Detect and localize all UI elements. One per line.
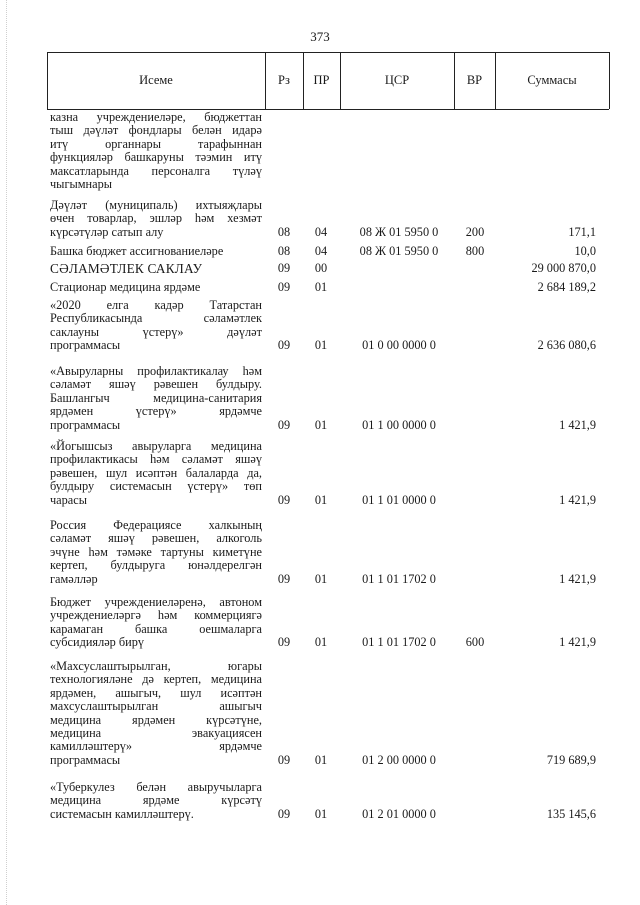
cell-csr: 01 0 00 0000 0 [362, 338, 436, 353]
cell-sum: 719 689,9 [546, 752, 596, 767]
cell-vr: 600 [465, 635, 485, 650]
cell-vr: 800 [465, 243, 485, 258]
cell-sum: 2 684 189,2 [537, 279, 596, 294]
row-name-line: «Махсуслаштырылган, югары [50, 659, 262, 673]
cell-rz: 08 [277, 243, 291, 258]
cell-sum: 171,1 [568, 224, 596, 239]
cell-csr: 01 1 00 0000 0 [362, 417, 436, 432]
row-name-line: ярдәмен үстерү» ярдәмче [50, 404, 262, 419]
row-name-line: тыш дәүләт фондлары белән идарә [50, 123, 262, 138]
row-name-line: чыгымнары [50, 177, 112, 192]
cell-rz: 09 [277, 752, 291, 767]
cell-rz: 09 [277, 806, 291, 821]
row-name-line: медицина ярдәме күрсәтү [50, 793, 262, 808]
row-name-line: булдыру системасын үстерү» төп [50, 479, 262, 494]
header-name: Исеме [139, 73, 173, 87]
cell-csr: 01 1 01 1702 0 [362, 571, 436, 586]
row-name [50, 281, 262, 294]
cell-pr: 01 [314, 806, 328, 821]
row-name-line: учреждениеләргә һәм коммерциягә [50, 608, 262, 623]
row-name [50, 781, 262, 821]
cell-pr: 01 [314, 752, 328, 767]
row-name-line: казна учреждениеләре, бюджеттан [50, 110, 262, 124]
table-row [0, 440, 640, 507]
cell-rz: 09 [277, 279, 291, 294]
cell-sum: 135 145,6 [546, 806, 596, 821]
cell-sum: 1 421,9 [559, 635, 596, 650]
header-pr: ПР [313, 73, 330, 87]
row-name [50, 596, 262, 650]
row-name [50, 245, 262, 258]
row-name-line: функцияләр башкаруны тәэмин итү [50, 150, 262, 165]
cell-pr: 04 [314, 224, 328, 239]
row-name-line: «2020 елга кадәр Татарстан [50, 298, 262, 312]
header-sum: Суммасы [527, 73, 577, 87]
page-number: 373 [310, 29, 330, 44]
cell-pr: 01 [314, 279, 328, 294]
row-name-line: кертеп, булдыруга юнәлдерелгән [50, 558, 262, 573]
row-name [50, 262, 262, 275]
table-row [0, 299, 640, 353]
row-name-line: медицина ярдәмен күрсәтүне, [50, 712, 262, 727]
cell-csr: 01 1 01 1702 0 [362, 635, 436, 650]
cell-rz: 09 [277, 492, 291, 507]
row-name-line: сәламәт яшәү рәвешен, алкоголь [50, 531, 262, 546]
cell-csr: 08 Ж 01 5950 0 [359, 224, 439, 239]
row-name [50, 660, 262, 767]
row-name [50, 199, 262, 239]
table-row [0, 111, 640, 191]
table-row [0, 519, 640, 586]
table-row [0, 245, 640, 258]
row-name-line: күрсәтүләр сатып алу [50, 224, 164, 239]
cell-vr: 200 [465, 224, 485, 239]
row-name-line: системасын камилләштерү. [50, 806, 194, 821]
header-rz: Рз [278, 73, 290, 87]
table-row [0, 281, 640, 294]
row-name-line: итү органнары тарафыннан [50, 136, 262, 151]
cell-sum: 2 636 080,6 [537, 338, 596, 353]
table-row [0, 199, 640, 239]
row-name-line: «Авыруларны профилактикалау һәм [50, 364, 262, 378]
row-name-line: «Йогышсыз авыруларга медицина [50, 439, 262, 453]
cell-pr: 01 [314, 492, 328, 507]
cell-pr: 00 [314, 260, 328, 275]
row-name-line: махсуслаштырылган ашыгыч [50, 699, 262, 714]
row-name-line: саклауны үстерү» дәүләт [50, 324, 262, 339]
cell-pr: 04 [314, 243, 328, 258]
row-name [50, 299, 262, 353]
row-name-line: профилактикасы һәм сәламәт яшәү [50, 452, 262, 467]
table-row [0, 596, 640, 650]
table-row [0, 660, 640, 767]
row-name-line: эчүне һәм тәмәке тартуны киметүне [50, 544, 262, 559]
cell-csr: 01 1 01 0000 0 [362, 492, 436, 507]
cell-sum: 29 000 870,0 [531, 260, 596, 275]
cell-sum: 10,0 [574, 243, 596, 258]
row-name-line: сәламәт яшәү рәвешен булдыру. [50, 377, 262, 392]
row-name [50, 111, 262, 191]
cell-rz: 09 [277, 635, 291, 650]
row-name-line: максатларында персоналга түләү [50, 163, 262, 178]
cell-csr: 01 2 01 0000 0 [362, 806, 436, 821]
cell-sum: 1 421,9 [559, 571, 596, 586]
row-name-line: Стационар медицина ярдәме [50, 280, 201, 294]
row-name [50, 440, 262, 507]
table-row [0, 365, 640, 432]
row-name-line: Бюджет учреждениеләренә, автоном [50, 595, 262, 609]
row-name-line: Россия Федерациясе халкының [50, 518, 262, 532]
header-csr: ЦСР [384, 73, 410, 87]
cell-rz: 09 [277, 571, 291, 586]
row-name-line: субсидияләр бирү [50, 635, 145, 650]
row-name-line: технологияләне дә кертеп, медицина [50, 672, 262, 687]
row-name-line: ярдәмен, ашыгыч, шул исәптән [50, 685, 262, 700]
row-name-line: программасы [50, 338, 121, 353]
row-name-line: медицина эвакуациясен [50, 726, 262, 741]
row-name-line: чарасы [50, 492, 87, 507]
row-name-line: Республикасында сәламәтлек [50, 311, 262, 326]
row-name-line: программасы [50, 417, 121, 432]
row-name-line: программасы [50, 752, 121, 767]
cell-csr: 01 2 00 0000 0 [362, 752, 436, 767]
row-name-line: Башка бюджет ассигнованиеләре [50, 244, 224, 258]
cell-rz: 09 [277, 260, 291, 275]
row-name-line: СӘЛАМӘТЛЕК САКЛАУ [50, 261, 203, 276]
cell-rz: 08 [277, 224, 291, 239]
cell-pr: 01 [314, 338, 328, 353]
row-name-line: «Туберкулез белән авыручыларга [50, 780, 262, 794]
row-name [50, 519, 262, 586]
row-name-line: камилләштерү» ярдәмче [50, 739, 262, 754]
row-name-line: рәвешен, шул исәптән балаларда да, [50, 465, 262, 480]
cell-sum: 1 421,9 [559, 492, 596, 507]
row-name-line: гамәлләр [50, 571, 98, 586]
cell-pr: 01 [314, 571, 328, 586]
cell-csr: 08 Ж 01 5950 0 [359, 243, 439, 258]
cell-sum: 1 421,9 [559, 417, 596, 432]
cell-pr: 01 [314, 417, 328, 432]
table-row [0, 781, 640, 821]
section-row [0, 262, 640, 275]
row-name-line: Дәүләт (муниципаль) ихтыяҗлары [50, 198, 262, 212]
row-name-line: карамаган башка оешмаларга [50, 621, 262, 636]
table-border [609, 52, 610, 109]
cell-pr: 01 [314, 635, 328, 650]
row-name-line: өчен товарлар, эшләр һәм хезмәт [50, 211, 262, 226]
row-name [50, 365, 262, 432]
header-vr: ВР [466, 73, 483, 87]
cell-rz: 09 [277, 338, 291, 353]
row-name-line: Башлангыч медицина-санитария [50, 390, 262, 405]
cell-rz: 09 [277, 417, 291, 432]
